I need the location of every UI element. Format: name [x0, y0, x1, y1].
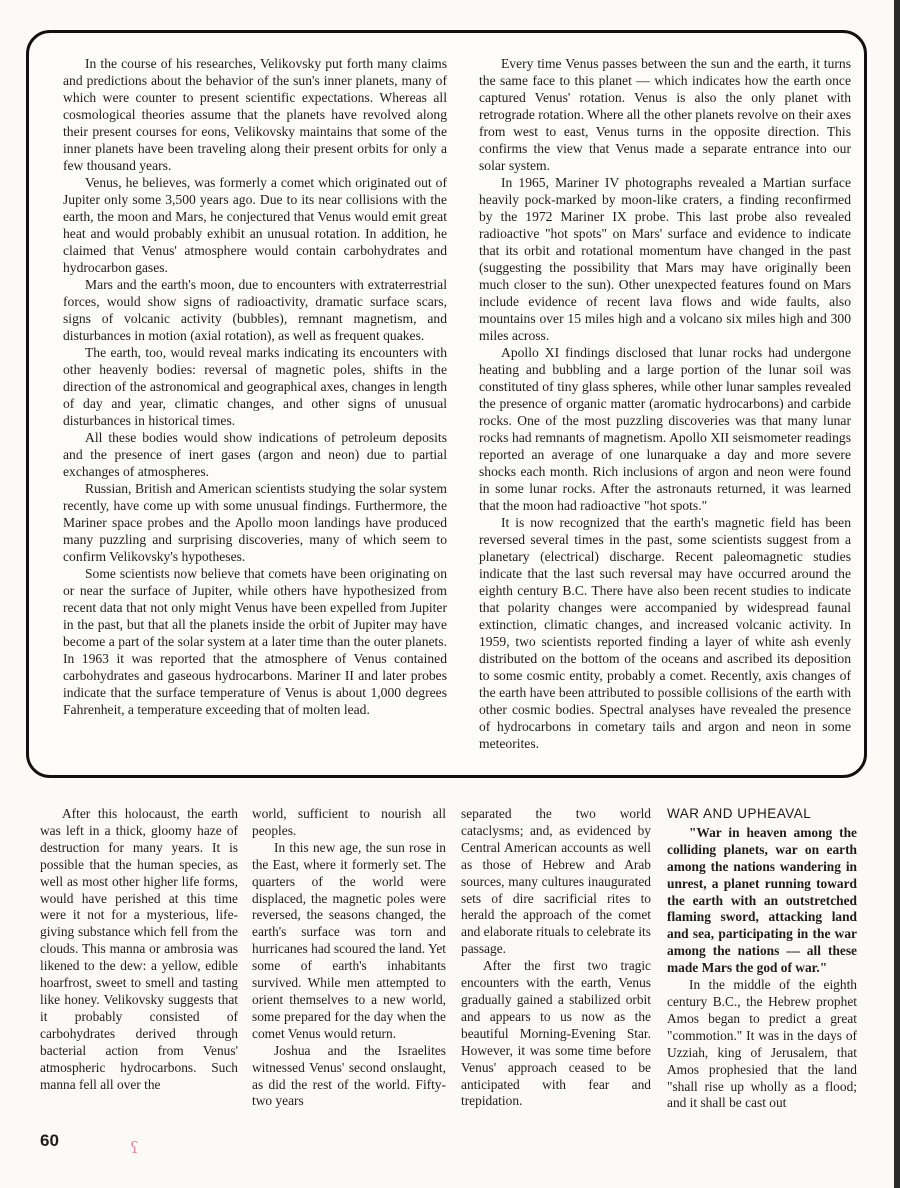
sidebar-box	[26, 30, 867, 778]
page-edge	[894, 0, 900, 1188]
article-column-3	[461, 806, 651, 1122]
paragraph: Some scientists now believe that comets have been originating on or near the surface of Jupiter, while others have hypothesized from recent data that not only might Venus have been expelled from Jupiter in the past, but that all the planets inside the orbit of Jupiter may have become a part of the solar system at a later time than the outer planets. In 1963 it was reported that the atmosphere of Venus contained carbohydrates and gaseous hydrocarbons. Mariner II and later probes indicate that the surface temperature of Venus is about 1,000 degrees Fahrenheit, a temperature exceeding that of molten lead.	[63, 566, 447, 717]
paragraph: After the first two tragic encounters with the earth, Venus gradually gained a stabilized orbit and appears to us now as the beautiful Morning-Evening Star. However, it was some time before Venus' approach ceased to be anticipated with fear and trepidation.	[461, 958, 651, 1109]
paragraph: Apollo XI findings disclosed that lunar rocks had undergone heating and bubbling and a large portion of the lunar soil was constituted of tiny glass spheres, while other lunar samples revealed the presence of organic matter (aromatic hydrocarbons) and carbide rocks. One of the most puzzling discoveries was that many lunar rocks had remnants of magnetism. Apollo XII seismometer readings reported an average of one lunarquake a day and more severe shocks each month. Rich inclusions of argon and neon were found in some lunar rocks. After the astronauts returned, it was learned that the moon had radioactive "hot spots."	[479, 345, 851, 513]
paragraph: The earth, too, would reveal marks indicating its encounters with other heavenly bodies: reversal of magnetic poles, shifts in the direction of the astronomical and geographical axes, changes in length of day and year, climatic changes, and other signs of unusual disturbances in historical times.	[63, 345, 447, 428]
paragraph: world, sufficient to nourish all peoples.	[252, 806, 446, 838]
paragraph: Mars and the earth's moon, due to encounters with extraterrestrial forces, would show signs of radioactivity, dramatic surface scars, signs of volcanic activity (bubbles), remnant magnetism, and disturbances in motion (axial rotation), as well as frequent quakes.	[63, 277, 447, 343]
paragraph: Every time Venus passes between the sun and the earth, it turns the same face to this planet — which indicates how the earth once captured Venus' rotation. Venus is also the only planet with retrograde rotation. Where all the other planets revolve on their axes from west to east, Venus turns in the opposite direction. This confirms the view that Venus made a separate entrance into our solar system.	[479, 56, 851, 173]
box-left-column	[63, 55, 447, 760]
article-column-1	[40, 806, 238, 1122]
paragraph: After this holocaust, the earth was left in a thick, gloomy haze of destruction for many years. It is possible that the human species, as well as most other higher life forms, would have perished at this time were it not for a mysterious, life-giving substance which fell from the clouds. This manna or ambrosia was likened to the dew: a yellow, edible hoarfrost, sweet to smell and tasting like honey. Velikovsky suggests that it probably consisted of carbohydrates derived through bacterial action from Venus' atmospheric hydrocarbons. Such manna fell all over the	[40, 806, 238, 1092]
paragraph: In 1965, Mariner IV photographs revealed a Martian surface heavily pock-marked by moon-like craters, a finding reconfirmed by the 1972 Mariner IX probe. This last probe also revealed radioactive "hot spots" on Mars' surface and evidence to indicate that its orbit and rotational momentum have changed in the past (suggesting the possibility that Mars may have originally been much closer to the sun). Other unexpected features found on Mars include evidence of recent lava flows and wide faults, also mountains over 15 miles high and a volcano six miles high and 300 miles across.	[479, 175, 851, 343]
paragraph: Joshua and the Israelites witnessed Venus' second onslaught, as did the rest of the world. Fifty-two years	[252, 1042, 446, 1109]
paragraph: Venus, he believes, was formerly a comet which originated out of Jupiter only some 3,500 years ago. Due to its near collisions with the earth, the moon and Mars, he conjectured that Venus would emit great heat and would probably exhibit an unusual rotation. In addition, he claimed that Venus' atmosphere would contain carbohydrates and hydrocarbon gases.	[63, 175, 447, 275]
paragraph: In this new age, the sun rose in the East, where it formerly set. The quarters of the world were displaced, the magnetic poles were reversed, the seasons changed, the earth's surface was torn and hurricanes had scoured the land. Yet some of earth's inhabitants survived. While men attempted to orient themselves to a new world, some prepared for the day when the comet Venus would return.	[252, 839, 446, 1041]
paragraph: In the middle of the eighth century B.C., the Hebrew prophet Amos began to predict a great "commotion." It was in the days of Uzziah, king of Jerusalem, that Amos prophesied that the land "shall rise up wholly as a flood; and it shall be cast out	[667, 977, 857, 1111]
section-heading: WAR AND UPHEAVAL	[667, 806, 812, 821]
pen-mark-icon: ʕ	[130, 1138, 139, 1157]
pull-quote: "War in heaven among the colliding planets, war on earth among the nations wandering in unrest, a planet running toward the earth with an outstretched flaming sword, attacking land and sea, participating in the war among the nations — all these made Mars the god of war."	[667, 824, 857, 976]
paragraph: All these bodies would show indications of petroleum deposits and the presence of inert gases (argon and neon) due to partial exchanges of atmospheres.	[63, 430, 447, 479]
article-column-2	[252, 806, 446, 1122]
paragraph: In the course of his researches, Velikovsky put forth many claims and predictions about the behavior of the sun's inner planets, many of which were counter to present scientific expectations. Whereas all cosmological theories assume that the planets have revolved along their present courses for eons, Velikovsky maintains that some of the inner planets have been traveling along their present orbits for only a few thousand years.	[63, 56, 447, 173]
paragraph: It is now recognized that the earth's magnetic field has been reversed several times in the past, some scientists suggest from a planetary (electrical) discharge. Recent paleomagnetic studies indicate that the last such reversal may have occurred around the eighth century B.C. There have also been recent studies to indicate that polarity changes were accompanied by widespread faunal extinction, climatic changes, and increased volcanic activity. In 1959, two scientists reported finding a layer of white ash evenly distributed on the bottom of the oceans and ascribed its deposition to some cosmic entity, probably a comet. Recently, axis changes of the earth have been attributed to possible collisions of the earth with other cosmic bodies. Spectral analyses have revealed the presence of hydrocarbons in cometary tails and argon and neon in some meteorites.	[479, 515, 851, 751]
paragraph: separated the two world cataclysms; and, as evidenced by Central American accounts as well as those of Hebrew and Arab sources, many cultures inaugurated sets of dire sacrificial rites to herald the approach of the comet and elaborate rituals to celebrate its passage.	[461, 806, 651, 957]
page-number: 60	[40, 1131, 59, 1150]
paragraph: Russian, British and American scientists studying the solar system recently, have come up with some unusual findings. Furthermore, the Mariner space probes and the Apollo moon landings have produced many puzzling and surprising discoveries, many of which seem to confirm Velikovsky's hypotheses.	[63, 481, 447, 564]
article-column-4	[667, 806, 857, 1122]
box-right-column	[479, 55, 851, 760]
